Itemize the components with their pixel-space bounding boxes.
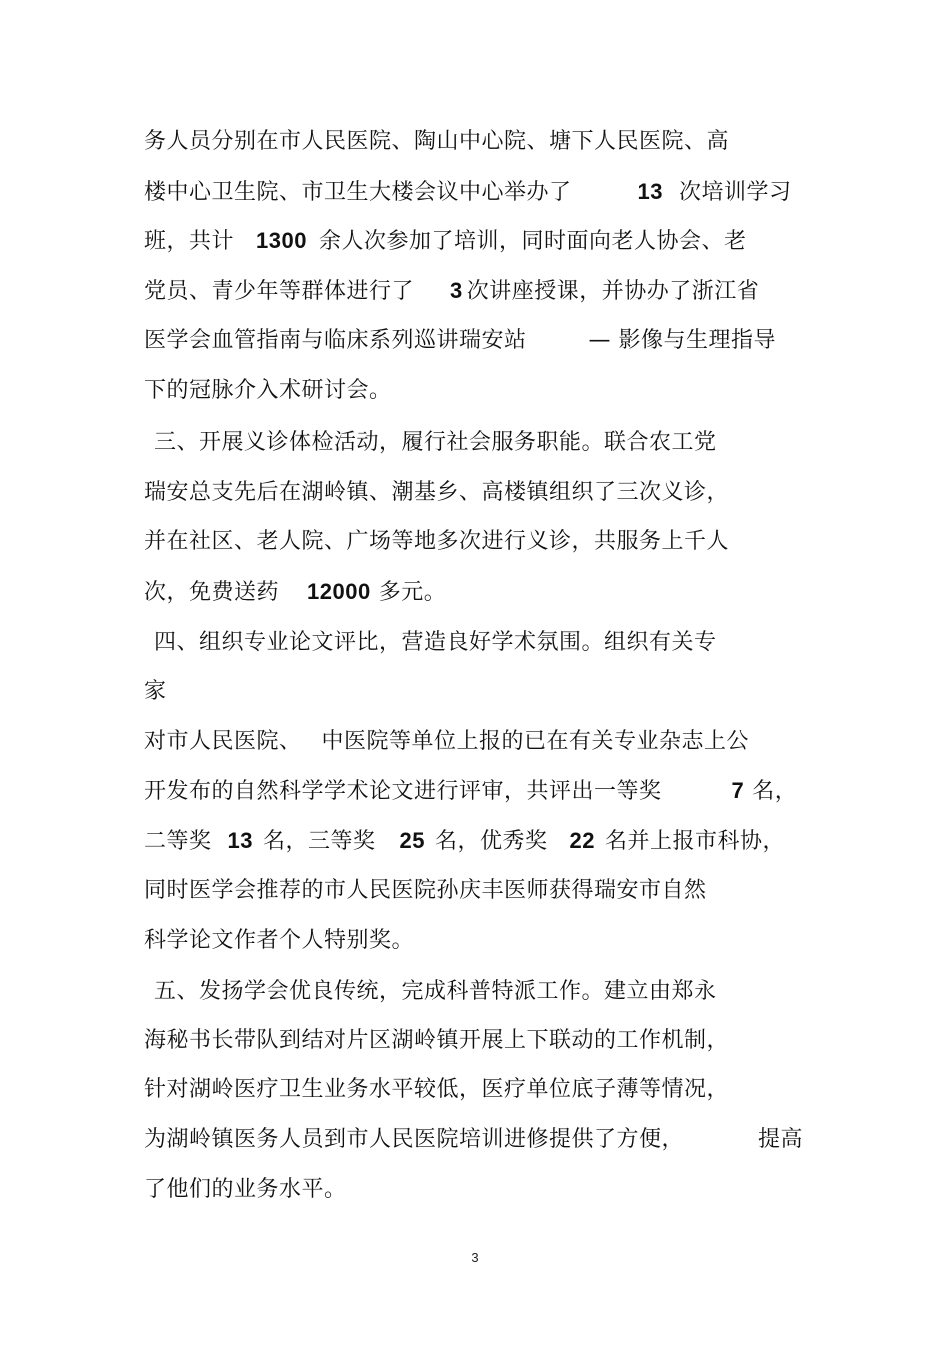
- text-line: 开发布的自然科学学术论文进行评审，共评出一等奖 7 名，: [144, 778, 798, 804]
- text-line: 党员、青少年等群体进行了 3 次讲座授课，并协办了浙江省: [144, 278, 760, 304]
- section-heading-line: 四、组织专业论文评比，营造良好学术氛围。组织有关专: [154, 630, 717, 655]
- text-line: 了他们的业务水平。: [144, 1177, 347, 1202]
- section-heading-line: 三、开展义诊体检活动，履行社会服务职能。联合农工党: [154, 430, 717, 455]
- number-value: 13: [227, 828, 253, 853]
- text-line: 医学会血管指南与临床系列巡讲瑞安站 — 影像与生理指导: [144, 328, 777, 353]
- number-value: 7: [731, 778, 745, 803]
- number-value: 3: [450, 278, 463, 303]
- number-value: 25: [399, 828, 425, 853]
- text-line: 海秘书长带队到结对片区湖岭镇开展上下联动的工作机制，: [144, 1028, 730, 1053]
- text-line: 班，共计 1300 余人次参加了培训，同时面向老人协会、老: [144, 228, 747, 254]
- text-line: 同时医学会推荐的市人民医院孙庆丰医师获得瑞安市自然: [144, 878, 707, 903]
- text-line: 科学论文作者个人特别奖。: [144, 928, 415, 953]
- text-line: 家: [144, 679, 167, 704]
- text-line: 为湖岭镇医务人员到市人民医院培训进修提供了方便， 提高: [144, 1127, 804, 1152]
- text-line: 针对湖岭医疗卫生业务水平较低，医疗单位底子薄等情况，: [144, 1077, 730, 1102]
- number-value: 13: [637, 179, 663, 204]
- section-heading-line: 五、发扬学会优良传统，完成科普特派工作。建立由郑永: [154, 979, 717, 1004]
- page-number: 3: [471, 1250, 479, 1265]
- text-line: 对市人民医院、 中医院等单位上报的已在有关专业杂志上公: [144, 729, 750, 754]
- number-value: 1300: [256, 228, 307, 253]
- text-line: 并在社区、老人院、广场等地多次进行义诊，共服务上千人: [144, 529, 730, 554]
- text-line: 楼中心卫生院、市卫生大楼会议中心举办了 13 次培训学习: [144, 179, 792, 205]
- text-line: 下的冠脉介入术研讨会。: [144, 378, 392, 403]
- text-line: 务人员分别在市人民医院、陶山中心院、塘下人民医院、高: [144, 129, 730, 154]
- text-line: 二等奖 13 名，三等奖 25 名，优秀奖 22 名并上报市科协，: [144, 828, 786, 854]
- number-value: 22: [569, 828, 595, 853]
- text-line: 次，免费送药 12000 多元。: [144, 579, 447, 605]
- number-value: 12000: [307, 579, 371, 604]
- text-line: 瑞安总支先后在湖岭镇、潮基乡、高楼镇组织了三次义诊，: [144, 480, 730, 505]
